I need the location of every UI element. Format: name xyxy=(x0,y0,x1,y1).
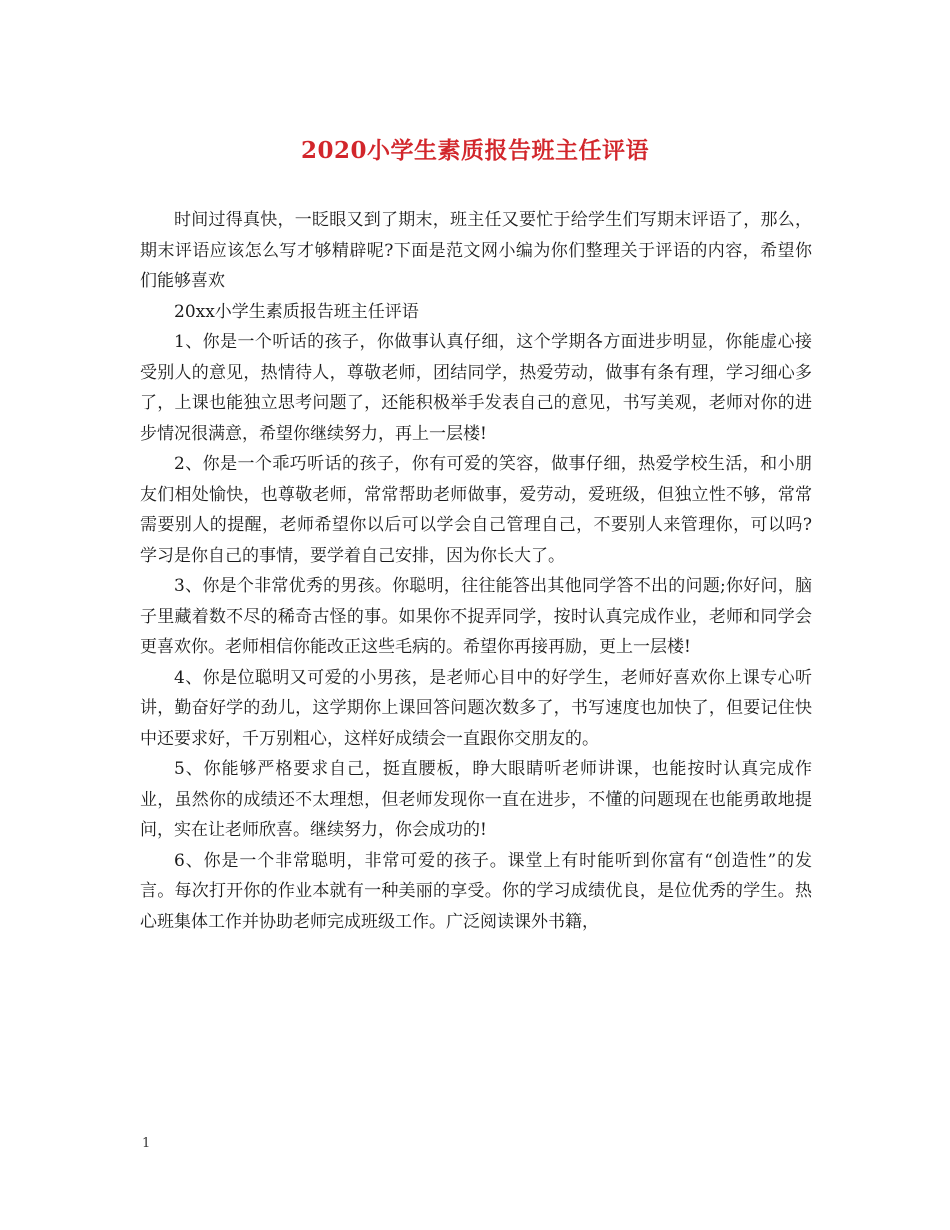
comment-paragraph-6: 6、你是一个非常聪明，非常可爱的孩子。课堂上有时能听到你富有“创造性”的发言。每次打开你的作业本就有一种美丽的享受。你的学习成绩优良，是位优秀的学生。热心班集体工作并协助老师完成班级工作。广泛阅读课外书籍， xyxy=(140,850,812,932)
page-title: 2020小学生素质报告班主任评语 xyxy=(300,137,649,164)
comment-paragraph-4: 4、你是位聪明又可爱的小男孩，是老师心目中的好学生，老师好喜欢你上课专心听讲，勤奋好学的劲儿，这学期你上课回答问题次数多了，书写速度也加快了，但要记住快中还要求好，千万别粗心，这样好成绩会一直跟你交朋友的。 xyxy=(140,667,812,749)
document-body xyxy=(140,205,812,937)
page-number: 1 xyxy=(142,1136,151,1151)
intro-paragraph: 时间过得真快，一眨眼又到了期末，班主任又要忙于给学生们写期末评语了，那么，期末评语应该怎么写才够精辟呢?下面是范文网小编为你们整理关于评语的内容，希望你们能够喜欢 xyxy=(140,210,812,291)
comment-paragraph-1: 1、你是一个听话的孩子，你做事认真仔细，这个学期各方面进步明显，你能虚心接受别人的意见，热情待人，尊敬老师，团结同学，热爱劳动，做事有条有理，学习细心多了，上课也能独立思考问题了，还能积极举手发表自己的意见，书写美观，老师对你的进步情况很满意，希望你继续努力，再上一层楼! xyxy=(140,332,812,444)
section-heading: 20xx小学生素质报告班主任评语 xyxy=(174,301,419,322)
comment-paragraph-2: 2、你是一个乖巧听话的孩子，你有可爱的笑容，做事仔细，热爱学校生活，和小朋友们相处愉快，也尊敬老师，常常帮助老师做事，爱劳动，爱班级，但独立性不够，常常需要别人的提醒，老师希望你以后可以学会自己管理自己，不要别人来管理你，可以吗?学习是你自己的事情，要学着自己安排，因为你长大了。 xyxy=(140,454,812,566)
comment-paragraph-3: 3、你是个非常优秀的男孩。你聪明，往往能答出其他同学答不出的问题;你好问，脑子里藏着数不尽的稀奇古怪的事。如果你不捉弄同学，按时认真完成作业，老师和同学会更喜欢你。老师相信你能改正这些毛病的。希望你再接再励，更上一层楼! xyxy=(140,576,812,657)
comment-paragraph-5: 5、你能够严格要求自己，挺直腰板，睁大眼睛听老师讲课，也能按时认真完成作业，虽然你的成绩还不太理想，但老师发现你一直在进步，不懂的问题现在也能勇敢地提问，实在让老师欣喜。继续努力，你会成功的! xyxy=(140,759,812,840)
